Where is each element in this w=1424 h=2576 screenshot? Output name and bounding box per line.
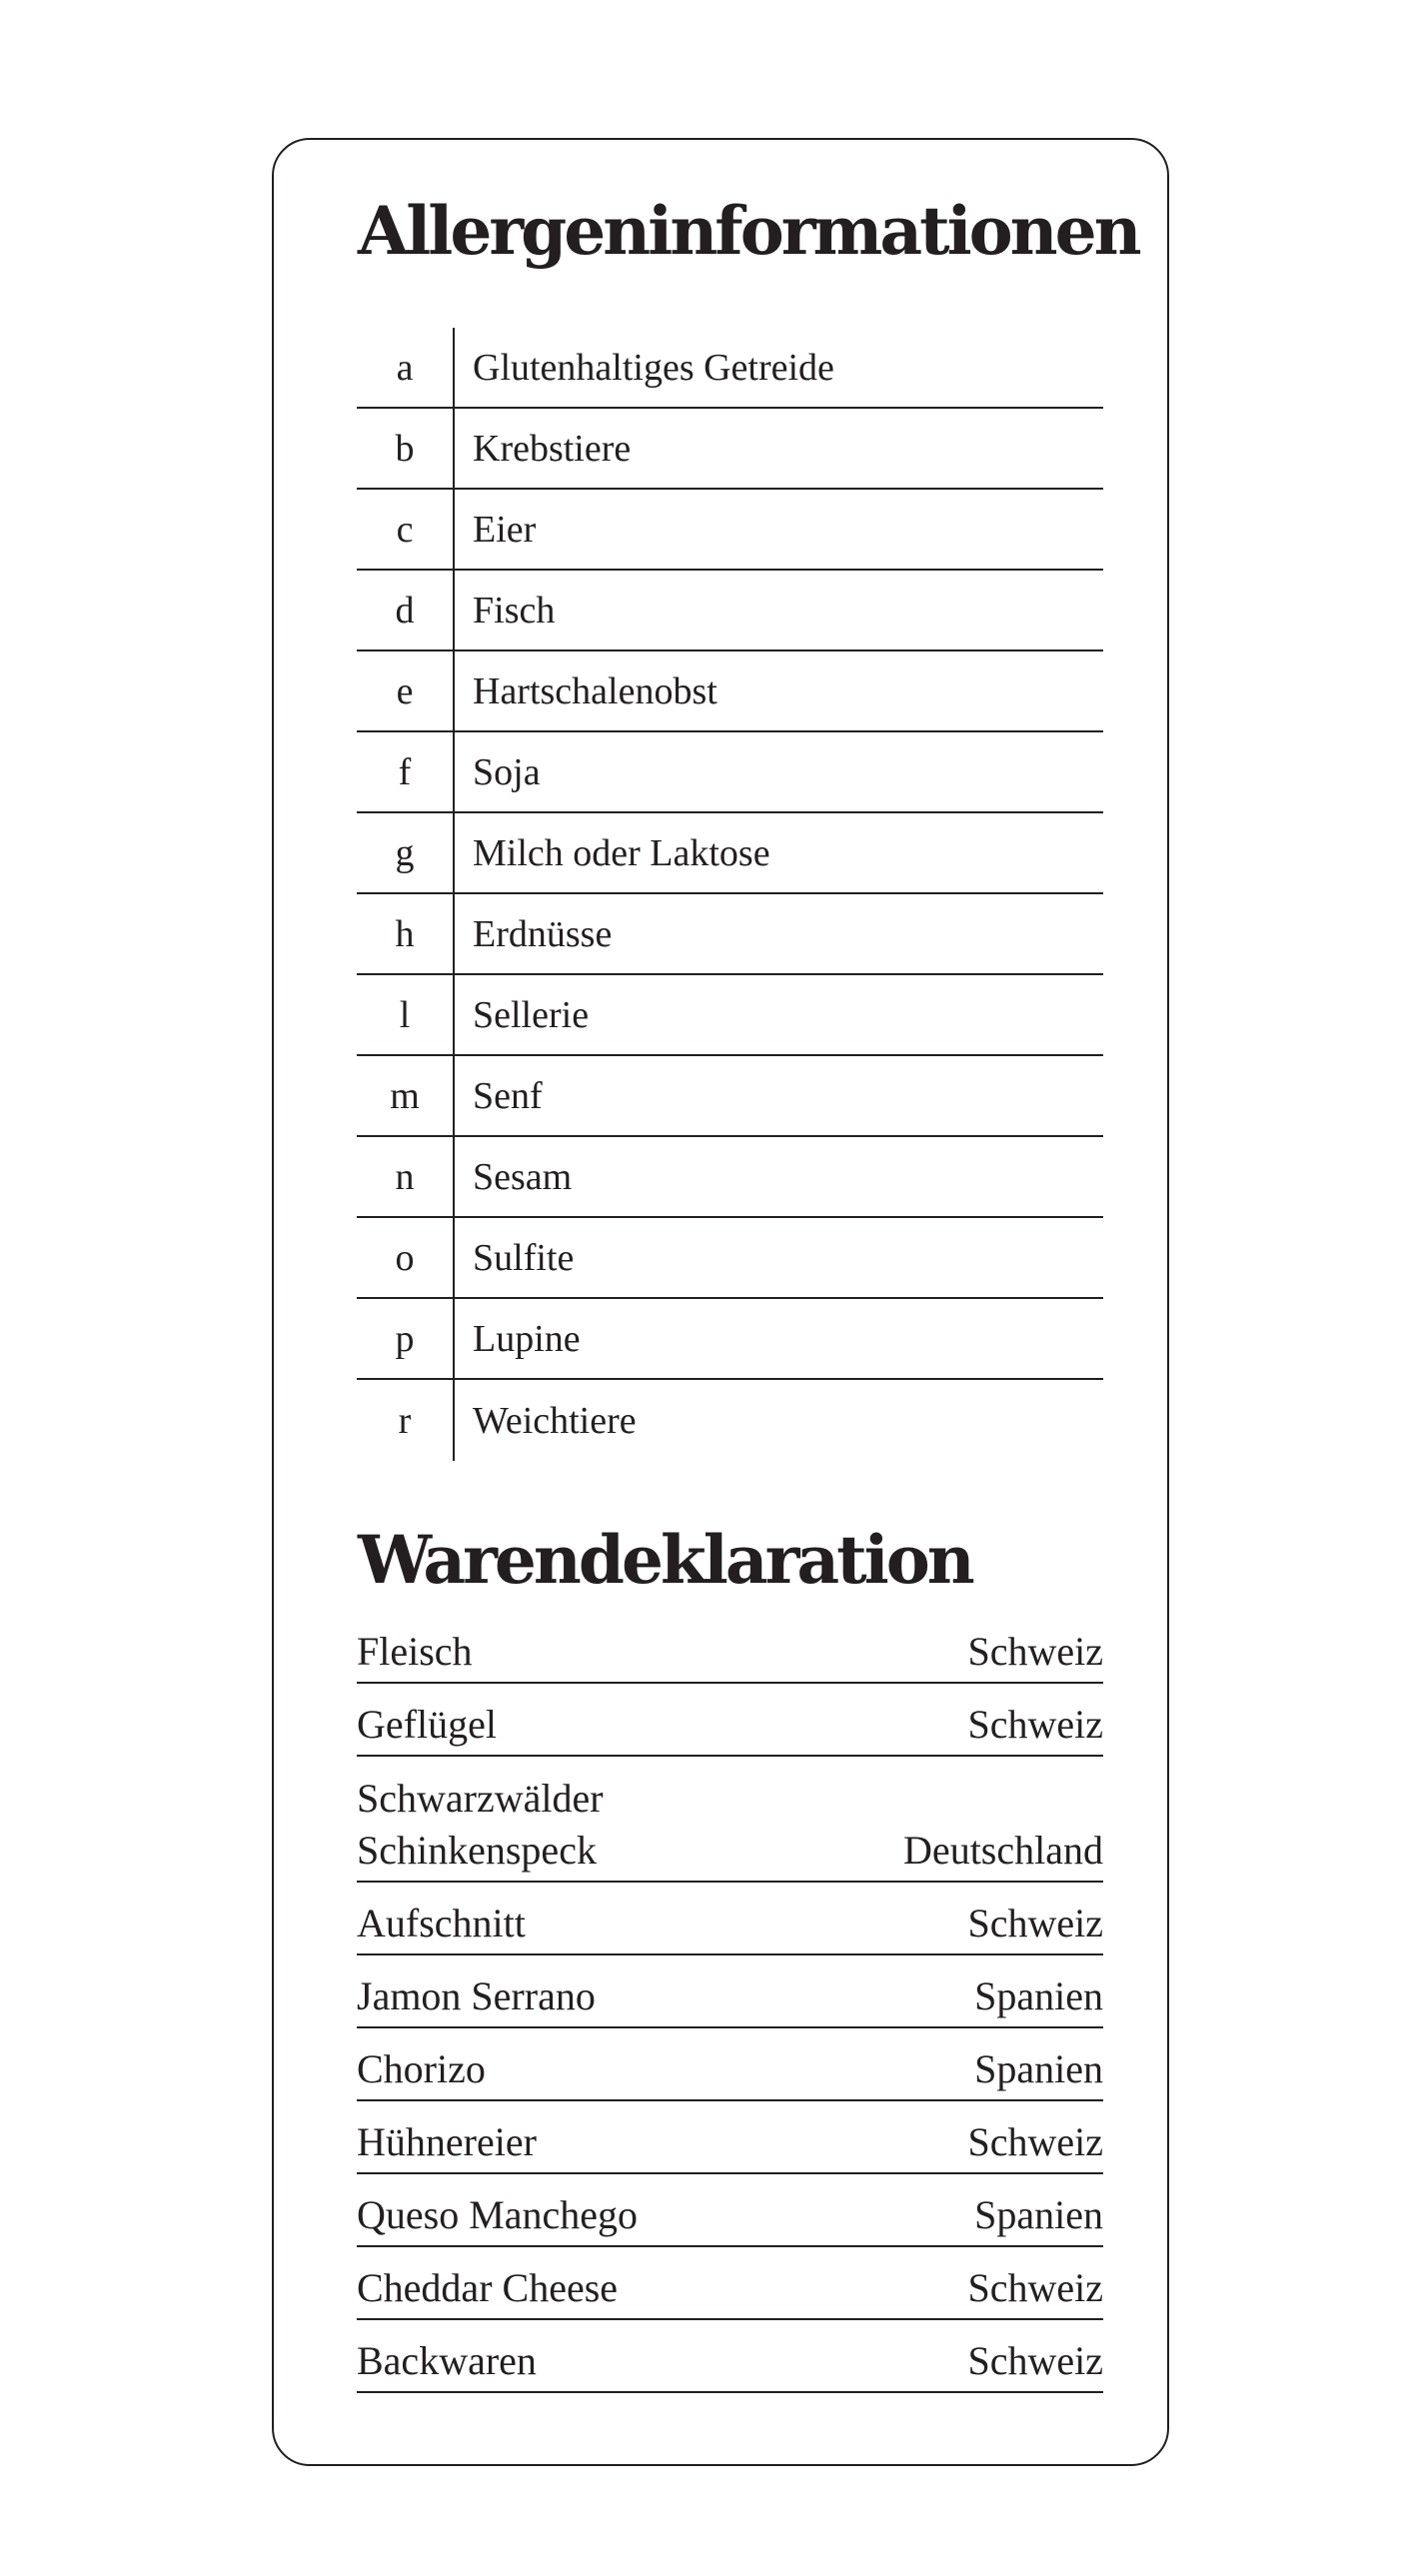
ware-origin: Spanien [974, 1973, 1103, 2018]
allergen-row [357, 1299, 1103, 1380]
ware-origin: Schweiz [967, 1901, 1103, 1945]
ware-item: Jamon Serrano [357, 1973, 596, 2018]
ware-row [357, 1684, 1103, 1757]
allergen-code: n [395, 1155, 415, 1198]
allergen-row [357, 328, 1103, 409]
allergen-code: e [396, 669, 414, 712]
ware-origin: Spanien [974, 2046, 1103, 2091]
allergen-code: h [395, 912, 415, 955]
ware-item: Fleisch [357, 1629, 473, 1674]
allergen-name: Glutenhaltiges Getreide [473, 346, 834, 389]
allergen-heading: Allergeninformationen [358, 192, 1139, 270]
ware-origin: Schweiz [967, 2119, 1103, 2164]
ware-item: Backwaren [357, 2338, 537, 2383]
allergen-row [357, 651, 1103, 732]
ware-table [357, 1611, 1103, 2393]
ware-row [357, 2247, 1103, 2320]
allergen-row [357, 1380, 1103, 1461]
allergen-row [357, 490, 1103, 571]
ware-origin: Schweiz [967, 2338, 1103, 2383]
ware-origin: Schweiz [967, 2265, 1103, 2310]
allergen-row [357, 409, 1103, 490]
allergen-code: b [395, 427, 415, 470]
allergen-name: Milch oder Laktose [473, 831, 770, 874]
ware-row [357, 2320, 1103, 2393]
allergen-name: Lupine [473, 1317, 581, 1360]
ware-row [357, 2101, 1103, 2174]
ware-item: Aufschnitt [357, 1901, 526, 1945]
allergen-code: a [396, 346, 414, 389]
allergen-code: d [395, 589, 415, 632]
allergen-name: Soja [473, 750, 541, 793]
allergen-code: c [396, 508, 414, 551]
ware-item: Hühnereier [357, 2119, 537, 2164]
ware-row [357, 1883, 1103, 1955]
allergen-row [357, 894, 1103, 975]
ware-row [357, 2028, 1103, 2101]
allergen-row [357, 975, 1103, 1056]
allergen-row [357, 1056, 1103, 1137]
ware-item: Geflügel [357, 1702, 497, 1747]
ware-row [357, 2174, 1103, 2247]
allergen-code: g [395, 831, 415, 874]
allergen-name: Krebstiere [473, 427, 632, 470]
allergen-code: m [390, 1074, 420, 1117]
allergen-code: r [398, 1399, 412, 1442]
allergen-row [357, 571, 1103, 651]
ware-item: Queso Manchego [357, 2192, 639, 2237]
allergen-table [357, 328, 1103, 1461]
allergen-code: o [395, 1236, 415, 1279]
ware-row [357, 1955, 1103, 2028]
ware-item: Cheddar Cheese [357, 2265, 619, 2310]
ware-item: Schwarzwälder Schinkenspeck [357, 1776, 604, 1873]
allergen-column-divider [453, 328, 455, 1461]
ware-origin: Schweiz [967, 1629, 1103, 1674]
allergen-code: f [398, 750, 412, 793]
allergen-name: Erdnüsse [473, 912, 613, 955]
ware-row [357, 1757, 1103, 1883]
ware-origin: Spanien [974, 2192, 1103, 2237]
allergen-name: Senf [473, 1074, 543, 1117]
allergen-name: Hartschalenobst [473, 669, 717, 712]
ware-item: Chorizo [357, 2046, 486, 2091]
allergen-row [357, 1137, 1103, 1218]
allergen-name: Eier [473, 508, 537, 551]
allergen-row [357, 813, 1103, 894]
ware-origin: Deutschland [903, 1828, 1103, 1873]
allergen-name: Sulfite [473, 1236, 575, 1279]
ware-row [357, 1611, 1103, 1684]
allergen-name: Sesam [473, 1155, 573, 1198]
allergen-code: l [399, 993, 411, 1036]
allergen-name: Weichtiere [473, 1399, 637, 1442]
ware-origin: Schweiz [967, 1702, 1103, 1747]
ware-heading: Warendeklaration [358, 1521, 972, 1599]
allergen-name: Fisch [473, 589, 556, 632]
allergen-name: Sellerie [473, 993, 590, 1036]
allergen-code: p [395, 1317, 415, 1360]
allergen-row [357, 1218, 1103, 1299]
allergen-row [357, 732, 1103, 813]
